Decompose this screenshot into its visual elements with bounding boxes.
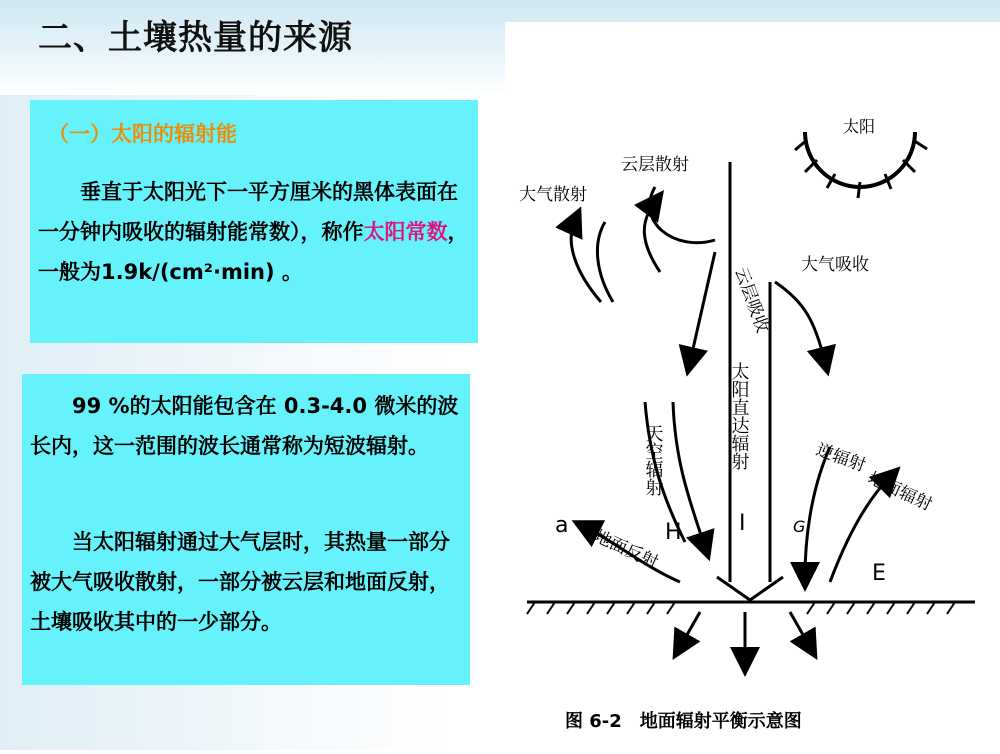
sun-rays	[795, 140, 927, 198]
cloud-scatter-arrow	[644, 202, 660, 272]
slide-title: 二、土壤热量的来源	[38, 18, 353, 58]
atm-scatter-arrow	[571, 220, 601, 302]
soil-arrow-left	[680, 612, 700, 647]
shortwave-panel	[22, 374, 470, 685]
ground-hatching	[527, 602, 955, 614]
sun-label: 太阳	[843, 117, 876, 136]
atm-scatter-arrow-edge	[597, 222, 613, 302]
direct-label: 太阳直达辐射	[728, 362, 750, 470]
figure-caption: 图 6-2 地面辐射平衡示意图	[565, 711, 802, 732]
cloud-absorb-label: 云层吸收	[730, 264, 773, 336]
radiation-balance-figure	[505, 22, 1000, 750]
reverse-label: 逆辐射	[813, 439, 869, 477]
shortwave-paragraph: 99 %的太阳能包含在 0.3-4.0 微米的波长内，这一范围的波长通常称为短波辐射。	[30, 394, 459, 458]
atm-scatter-label: 大气散射	[519, 185, 587, 205]
sun-arc	[805, 132, 915, 187]
solar-constant-panel	[30, 100, 478, 343]
radiation-diagram	[505, 22, 1000, 750]
sky-label: 天空辐射	[642, 424, 664, 496]
solar-constant-term: 太阳常数	[363, 220, 448, 244]
label-a: a	[555, 513, 569, 538]
ground-rad-label: 地面辐射	[864, 468, 935, 516]
label-e: E	[872, 561, 886, 586]
cloud-scatter-arc	[650, 187, 715, 243]
cloud-scatter-label: 云层散射	[621, 155, 689, 175]
soil-arrow-right	[790, 612, 810, 647]
atm-absorb-arrow	[775, 282, 825, 362]
atmosphere-paragraph: 当太阳辐射通过大气层时，其热量一部分被大气吸收散射，一部分被云层和地面反射，土壤吸收其中的一少部分。	[30, 530, 450, 634]
reverse-g-label: G	[793, 517, 806, 536]
solar-constant-paragraph	[38, 172, 470, 292]
paragraph-text: 垂直于太阳光下一平方厘米的黑体表面在一分钟内吸收的辐射能常数），称作	[38, 180, 458, 244]
direct-arrowhead	[717, 577, 783, 600]
label-i: I	[739, 511, 746, 536]
reverse-arrow	[805, 447, 830, 577]
section-subheading: （一）太阳的辐射能	[48, 122, 237, 146]
label-h: H	[665, 520, 682, 545]
reflect-label: 地面反射	[590, 526, 661, 574]
atm-absorb-label: 大气吸收	[801, 255, 869, 275]
paragraph-text-end: ，一般为1.9k/(cm²·min) 。	[38, 220, 469, 284]
cloud-absorb-arrow	[690, 252, 715, 362]
